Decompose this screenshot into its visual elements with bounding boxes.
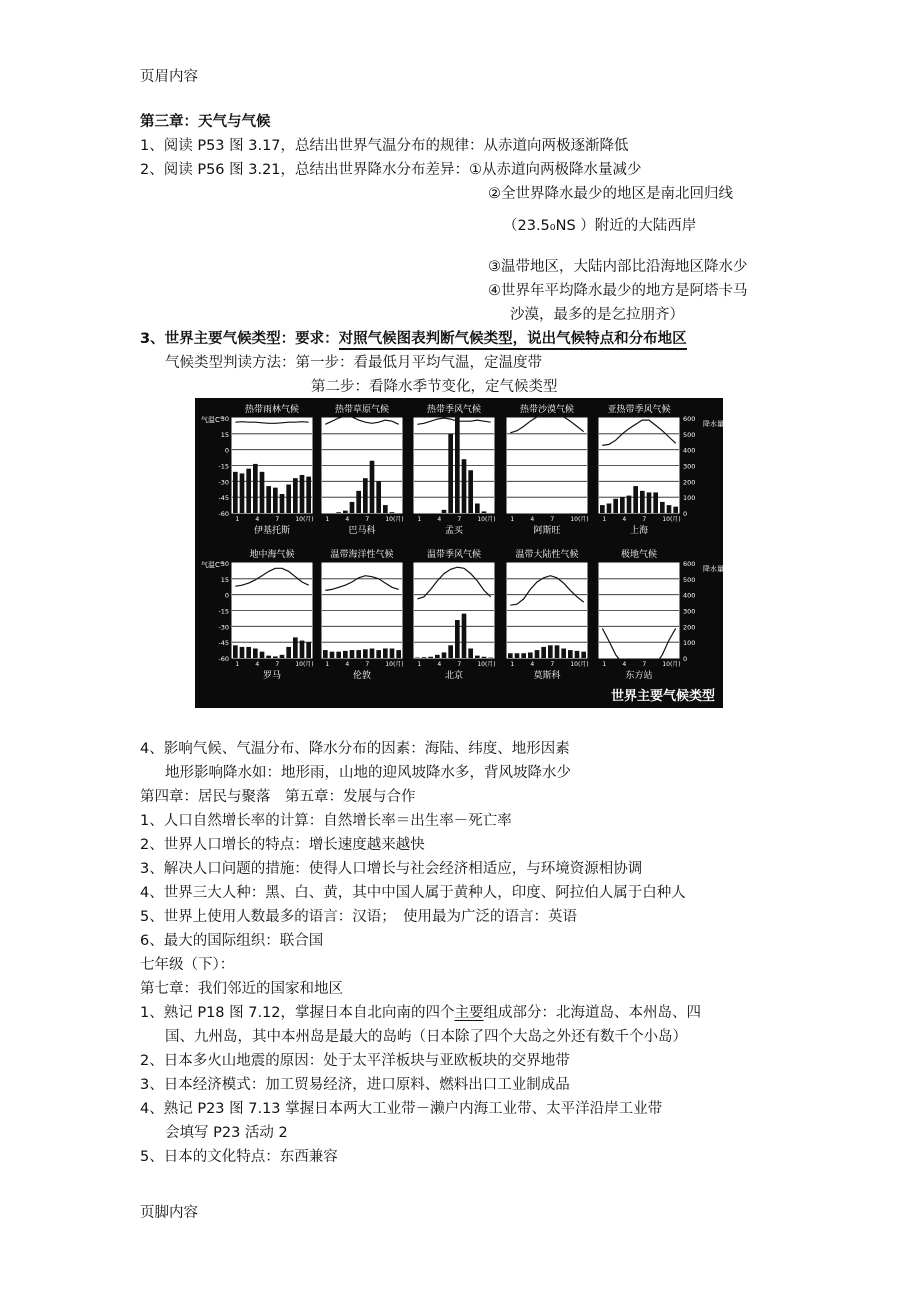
temp-tick: 15 — [220, 430, 229, 439]
precip-tick: 0 — [683, 655, 688, 663]
precip-bar — [253, 464, 258, 513]
temp-tick: -45 — [218, 639, 229, 648]
temp-tick: 0 — [224, 446, 229, 455]
temp-tick: -60 — [218, 655, 229, 663]
line-4-4: 4、世界三大人种：黑、白、黄，其中中国人属于黄种人，印度、阿拉伯人属于白种人 — [140, 885, 686, 901]
precip-axis-label: 降水量mm — [703, 565, 738, 573]
precip-bar — [253, 649, 258, 659]
precip-bar — [266, 486, 271, 513]
precip-bar — [306, 477, 311, 513]
temp-tick: 30 — [220, 560, 229, 568]
precip-bar — [607, 504, 612, 514]
month-tick: 10(月) — [662, 516, 681, 523]
precip-bar — [647, 492, 652, 513]
line-4-1: 1、人口自然增长率的计算：自然增长率＝出生率－死亡率 — [140, 813, 512, 829]
line-4-3: 3、解决人口问题的措施：使得人口增长与社会经济相适应，与环境资源相协调 — [140, 861, 643, 877]
month-tick: 4 — [255, 516, 260, 523]
precip-bar — [356, 491, 361, 513]
precip-bar — [581, 652, 586, 658]
month-tick: 7 — [365, 516, 370, 523]
line-4-5: 5、世界上使用人数最多的语言：汉语； 使用最为广泛的语言：英语 — [140, 909, 577, 925]
panel-city: 东方站 — [625, 671, 653, 681]
precip-tick: 500 — [683, 575, 696, 584]
precip-bar — [376, 650, 381, 658]
grade-title: 七年级（下）： — [140, 957, 235, 973]
precip-bar — [548, 645, 553, 658]
precip-bar — [343, 511, 348, 513]
month-tick: 7 — [550, 661, 555, 668]
line-3-3-lead: 3、世界主要气候类型：要求： — [140, 331, 339, 347]
precip-bar — [660, 502, 665, 513]
line-3-2-d: ③温带地区，大陆内部比沿海地区降水少 — [488, 259, 748, 275]
temp-tick: -60 — [218, 510, 229, 518]
line-4-2: 2、世界人口增长的特点：增长速度越来越快 — [140, 837, 425, 853]
line-7-1-rest: 组成部分：北海道岛、本州岛、四 — [483, 1005, 702, 1021]
month-tick: 1 — [417, 516, 422, 523]
month-tick: 1 — [235, 661, 240, 668]
precip-tick: 600 — [683, 560, 696, 568]
month-tick: 1 — [602, 516, 607, 523]
month-tick: 10(月) — [385, 661, 404, 668]
precip-bar — [535, 650, 540, 658]
precip-bar — [293, 637, 298, 658]
month-tick: 4 — [345, 516, 350, 523]
chapter-3-title: 第三章：天气与气候 — [140, 114, 271, 130]
precip-bar — [300, 475, 305, 513]
precip-bar — [568, 650, 573, 658]
month-tick: 7 — [550, 516, 555, 523]
month-tick: 1 — [325, 661, 330, 668]
temp-axis-label: 气温C° — [201, 561, 224, 569]
precip-bar — [468, 470, 473, 513]
precip-bar — [462, 459, 467, 513]
temp-tick: -30 — [218, 478, 229, 487]
precip-bar — [667, 505, 672, 513]
precip-bar — [575, 651, 580, 658]
precip-bar — [233, 645, 238, 658]
line-7-5: 5、日本的文化特点：东西兼容 — [140, 1149, 338, 1165]
precip-bar — [246, 469, 251, 513]
line-3-2-e: ④世界年平均降水最少的地方是阿塔卡马 — [488, 283, 748, 299]
month-tick: 10(月) — [477, 661, 496, 668]
precip-bar — [541, 647, 546, 658]
precip-bar — [280, 494, 285, 513]
climate-types-figure — [195, 398, 738, 708]
precip-bar — [396, 650, 401, 658]
month-tick: 7 — [275, 661, 280, 668]
temp-tick: -30 — [218, 623, 229, 632]
line-7-4-b: 会填写 P23 活动 2 — [165, 1125, 288, 1141]
precip-bar — [266, 656, 271, 658]
month-tick: 10(月) — [477, 516, 496, 523]
panel-city: 上海 — [629, 526, 649, 536]
panel-title: 极地气候 — [620, 550, 658, 560]
precip-bar — [462, 614, 467, 658]
precip-bar — [293, 478, 298, 513]
precip-bar — [376, 481, 381, 513]
precip-bar — [280, 655, 285, 658]
precip-tick: 300 — [683, 607, 696, 616]
panel-city: 伊基托斯 — [253, 526, 291, 536]
panel-title: 地中海气候 — [249, 550, 295, 560]
month-tick: 4 — [437, 516, 442, 523]
panel-title: 温带季风气候 — [426, 550, 482, 560]
line-3-4: 4、影响气候、气温分布、降水分布的因素：海陆、纬度、地形因素 — [140, 741, 570, 757]
panel-title: 热带沙漠气候 — [519, 405, 575, 415]
month-tick: 4 — [345, 661, 350, 668]
panel-title: 热带季风气候 — [426, 405, 482, 415]
line-7-1 — [140, 1003, 701, 1023]
panel-title: 热带草原气候 — [334, 405, 390, 415]
line-3-3-requirement: 对照气候图表判断气候类型，说出气候特点和分布地区 — [339, 331, 687, 350]
precip-bar — [343, 651, 348, 658]
precip-bar — [233, 472, 238, 513]
precip-tick: 100 — [683, 639, 696, 648]
month-tick: 1 — [235, 516, 240, 523]
precip-bar — [390, 649, 395, 659]
panel-title: 温带大陆性气候 — [515, 550, 579, 560]
precip-bar — [240, 647, 245, 658]
line-3-2-b: ②全世界降水最少的地区是南北回归线 — [488, 186, 733, 202]
month-tick: 10(月) — [385, 516, 404, 523]
month-tick: 1 — [602, 661, 607, 668]
month-tick: 10(月) — [570, 661, 589, 668]
figure-title: 世界主要气候类型 — [610, 689, 715, 704]
panel-title: 亚热带季风气候 — [607, 405, 671, 415]
precip-bar — [370, 649, 375, 659]
line-3-3-method: 气候类型判读方法：第一步：看最低月平均气温，定温度带 — [165, 355, 542, 371]
precip-bar — [435, 655, 440, 658]
temp-tick: 0 — [224, 591, 229, 600]
month-tick: 1 — [510, 516, 515, 523]
precip-bar — [286, 485, 291, 514]
chapter-7-title: 第七章：我们邻近的国家和地区 — [140, 981, 343, 997]
precip-bar — [613, 499, 618, 513]
line-7-1-underlined: 主要 — [454, 1005, 484, 1021]
month-tick: 1 — [325, 516, 330, 523]
panel-city: 罗马 — [262, 671, 282, 681]
precip-bar — [356, 650, 361, 658]
line-3-1: 1、阅读 P53 图 3.17，总结出世界气温分布的规律：从赤道向两极逐渐降低 — [140, 138, 629, 154]
line-3-2-c: （23.5₀NS ）附近的大陆西岸 — [503, 218, 697, 234]
month-tick: 1 — [510, 661, 515, 668]
month-tick: 4 — [622, 661, 627, 668]
month-tick: 7 — [642, 516, 647, 523]
temp-tick: -45 — [218, 494, 229, 503]
month-tick: 7 — [642, 661, 647, 668]
precip-bar — [528, 652, 533, 658]
line-7-1-lead: 1、熟记 P18 图 7.12，掌握日本自北向南的四个 — [140, 1005, 455, 1021]
precip-bar — [600, 505, 605, 513]
line-3-3-step2: 第二步：看降水季节变化，定气候类型 — [311, 379, 558, 395]
precip-tick: 100 — [683, 494, 696, 503]
precip-bar — [673, 507, 678, 513]
line-3-2-f: 沙漠，最多的是乞拉朋齐） — [510, 307, 684, 323]
precip-bar — [555, 645, 560, 658]
precip-bar — [383, 649, 388, 659]
precip-bar — [350, 502, 355, 513]
precip-bar — [336, 652, 341, 658]
line-7-4: 4、熟记 P23 图 7.13 掌握日本两大工业带－濑户内海工业带、太平洋沿岸工业带 — [140, 1101, 663, 1117]
panel-city: 巴马科 — [348, 526, 376, 536]
precip-tick: 400 — [683, 446, 696, 455]
line-3-3 — [140, 329, 687, 349]
precip-bar — [246, 647, 251, 658]
precip-bar — [363, 649, 368, 658]
precip-bar — [330, 652, 335, 658]
precip-bar — [475, 504, 480, 514]
panel-title: 热带雨林气候 — [244, 405, 300, 415]
month-tick: 7 — [457, 661, 462, 668]
chapter-4-5-title: 第四章：居民与聚落 第五章：发展与合作 — [140, 789, 416, 805]
precip-bar — [273, 656, 278, 658]
precip-bar — [390, 512, 395, 513]
month-tick: 4 — [622, 516, 627, 523]
precip-bar — [653, 492, 658, 513]
precip-bar — [273, 488, 278, 513]
temp-tick: -15 — [218, 607, 229, 616]
precip-bar — [300, 641, 305, 658]
temp-tick: 15 — [220, 575, 229, 584]
precip-bar — [620, 497, 625, 513]
month-tick: 7 — [275, 516, 280, 523]
temp-tick: -15 — [218, 462, 229, 471]
precip-bar — [363, 478, 368, 513]
precip-bar — [370, 461, 375, 513]
line-7-3: 3、日本经济模式：加工贸易经济，进口原料、燃料出口工业制成品 — [140, 1077, 570, 1093]
month-tick: 4 — [437, 661, 442, 668]
month-tick: 1 — [417, 661, 422, 668]
precip-tick: 500 — [683, 430, 696, 439]
precip-bar — [640, 491, 645, 513]
panel-city: 北京 — [444, 671, 464, 681]
month-tick: 10(月) — [295, 661, 314, 668]
precip-bar — [260, 472, 265, 513]
precip-bar — [482, 511, 487, 513]
precip-axis-label: 降水量mm — [703, 420, 738, 428]
panel-city: 阿斯旺 — [533, 526, 561, 536]
precip-tick: 200 — [683, 623, 696, 632]
line-3-4-b: 地形影响降水如：地形雨，山地的迎风坡降水多，背风坡降水少 — [165, 765, 571, 781]
month-tick: 10(月) — [570, 516, 589, 523]
panel-city: 孟买 — [444, 526, 464, 536]
precip-bar — [515, 653, 520, 658]
precip-bar — [521, 653, 526, 658]
line-7-2: 2、日本多火山地震的原因：处于太平洋板块与亚欧板块的交界地带 — [140, 1053, 570, 1069]
precip-bar — [306, 642, 311, 658]
precip-bar — [240, 473, 245, 513]
precip-bar — [286, 647, 291, 658]
line-3-2: 2、阅读 P56 图 3.21，总结出世界降水分布差异：①从赤道向两极降水量减少 — [140, 162, 642, 178]
precip-bar — [260, 652, 265, 658]
precip-bar — [448, 645, 453, 658]
precip-bar — [442, 652, 447, 658]
precip-tick: 200 — [683, 478, 696, 487]
month-tick: 10(月) — [662, 661, 681, 668]
month-tick: 4 — [530, 661, 535, 668]
month-tick: 7 — [365, 661, 370, 668]
month-tick: 4 — [530, 516, 535, 523]
page-footer: 页脚内容 — [140, 1205, 198, 1221]
precip-bar — [448, 434, 453, 513]
page-header: 页眉内容 — [140, 69, 198, 85]
line-7-1-b: 国、九州岛，其中本州岛是最大的岛屿（日本除了四个大岛之外还有数千个小岛） — [165, 1029, 687, 1045]
temp-tick: 30 — [220, 415, 229, 423]
month-tick: 7 — [457, 516, 462, 523]
month-tick: 4 — [255, 661, 260, 668]
precip-tick: 400 — [683, 591, 696, 600]
temp-axis-label: 气温C° — [201, 416, 224, 424]
precip-bar — [383, 505, 388, 513]
precip-bar — [455, 620, 460, 658]
precip-bar — [627, 496, 632, 513]
precip-bar — [350, 650, 355, 658]
precip-tick: 300 — [683, 462, 696, 471]
precip-bar — [561, 649, 566, 659]
precip-bar — [475, 656, 480, 658]
precip-bar — [508, 653, 513, 658]
precip-tick: 0 — [683, 510, 688, 518]
precip-bar — [336, 512, 341, 513]
precip-tick: 600 — [683, 415, 696, 423]
precip-bar — [442, 510, 447, 513]
panel-city: 伦敦 — [352, 671, 372, 681]
precip-bar — [455, 415, 460, 513]
precip-bar — [323, 650, 328, 658]
precip-bar — [482, 657, 487, 658]
panel-city: 莫斯科 — [533, 671, 561, 681]
precip-bar — [633, 486, 638, 513]
precip-bar — [468, 649, 473, 659]
precip-bar — [428, 657, 433, 658]
line-4-6: 6、最大的国际组织：联合国 — [140, 933, 324, 949]
panel-title: 温带海洋性气候 — [330, 550, 394, 560]
precip-bar — [422, 657, 427, 658]
month-tick: 10(月) — [295, 516, 314, 523]
